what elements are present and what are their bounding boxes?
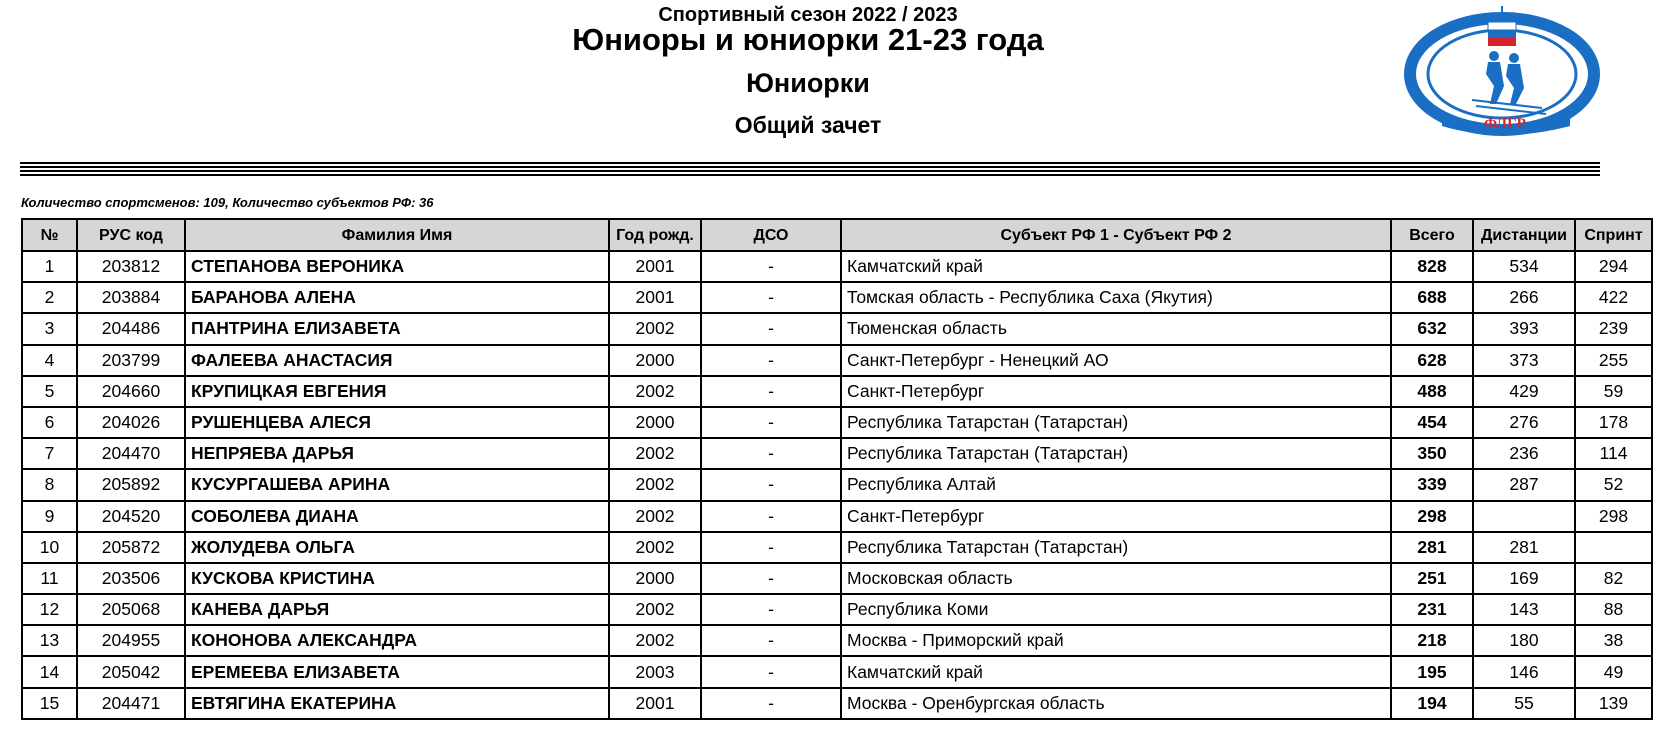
table-row[interactable] — [22, 313, 1652, 344]
cell-dso: - — [701, 656, 841, 687]
cell-region: Республика Коми — [841, 594, 1391, 625]
cell-code: 205892 — [77, 469, 185, 500]
cell-total: 251 — [1391, 563, 1473, 594]
cell-total: 350 — [1391, 438, 1473, 469]
col-header-year[interactable]: Год рожд. — [609, 219, 701, 251]
cell-name: СОБОЛЕВА ДИАНА — [185, 501, 609, 532]
cell-region: Санкт-Петербург - Ненецкий АО — [841, 345, 1391, 376]
col-header-region[interactable]: Субъект РФ 1 - Субъект РФ 2 — [841, 219, 1391, 251]
cell-num: 12 — [22, 594, 77, 625]
cell-dso: - — [701, 438, 841, 469]
cell-sprint: 114 — [1575, 438, 1652, 469]
cell-total: 218 — [1391, 625, 1473, 656]
cell-name: РУШЕНЦЕВА АЛЕСЯ — [185, 407, 609, 438]
cell-dso: - — [701, 501, 841, 532]
col-header-dso[interactable]: ДСО — [701, 219, 841, 251]
table-row[interactable] — [22, 438, 1652, 469]
cell-code: 204026 — [77, 407, 185, 438]
cell-sprint: 49 — [1575, 656, 1652, 687]
table-row[interactable] — [22, 656, 1652, 687]
cell-sprint: 82 — [1575, 563, 1652, 594]
cell-code: 205068 — [77, 594, 185, 625]
cell-distance: 281 — [1473, 532, 1575, 563]
cell-region: Республика Алтай — [841, 469, 1391, 500]
cell-sprint: 422 — [1575, 282, 1652, 313]
cell-total: 298 — [1391, 501, 1473, 532]
header-divider — [20, 162, 1600, 164]
cell-distance: 169 — [1473, 563, 1575, 594]
cell-name: ЕРЕМЕЕВА ЕЛИЗАВЕТА — [185, 656, 609, 687]
cell-region: Республика Татарстан (Татарстан) — [841, 438, 1391, 469]
cell-region: Камчатский край — [841, 251, 1391, 282]
cell-total: 454 — [1391, 407, 1473, 438]
standing-label: Общий зачет — [734, 112, 882, 138]
cell-total: 632 — [1391, 313, 1473, 344]
cell-distance: 393 — [1473, 313, 1575, 344]
cell-sprint: 178 — [1575, 407, 1652, 438]
cell-code: 203812 — [77, 251, 185, 282]
table-row[interactable] — [22, 251, 1652, 282]
table-row[interactable] — [22, 625, 1652, 656]
cell-total: 628 — [1391, 345, 1473, 376]
table-row[interactable] — [22, 688, 1652, 719]
page-title: Юниоры и юниорки 21-23 года — [572, 22, 1044, 57]
cell-region: Республика Татарстан (Татарстан) — [841, 532, 1391, 563]
table-row[interactable] — [22, 563, 1652, 594]
cell-dso: - — [701, 532, 841, 563]
cell-code: 204520 — [77, 501, 185, 532]
participants-summary: Количество спортсменов: 109, Количество субъектов РФ: 36 — [21, 195, 434, 210]
season-label: Спортивный сезон 2022 / 2023 — [658, 4, 958, 26]
cell-distance: 143 — [1473, 594, 1575, 625]
cell-num: 2 — [22, 282, 77, 313]
cell-year: 2000 — [609, 345, 701, 376]
cell-sprint: 255 — [1575, 345, 1652, 376]
cell-name: КУСУРГАШЕВА АРИНА — [185, 469, 609, 500]
cell-total: 195 — [1391, 656, 1473, 687]
cell-region: Московская область — [841, 563, 1391, 594]
cell-sprint: 38 — [1575, 625, 1652, 656]
cell-code: 204486 — [77, 313, 185, 344]
header-divider — [20, 170, 1600, 172]
cell-region: Москва - Приморский край — [841, 625, 1391, 656]
cell-code: 203506 — [77, 563, 185, 594]
cell-total: 688 — [1391, 282, 1473, 313]
cell-num: 11 — [22, 563, 77, 594]
cell-year: 2002 — [609, 313, 701, 344]
cell-region: Томская область - Республика Саха (Якутия) — [841, 282, 1391, 313]
cell-year: 2002 — [609, 594, 701, 625]
cell-total: 231 — [1391, 594, 1473, 625]
cell-distance: 534 — [1473, 251, 1575, 282]
cell-name: ФАЛЕЕВА АНАСТАСИЯ — [185, 345, 609, 376]
col-header-sprint[interactable]: Спринт — [1575, 219, 1652, 251]
cell-num: 14 — [22, 656, 77, 687]
cell-code: 204660 — [77, 376, 185, 407]
cell-dso: - — [701, 251, 841, 282]
cell-name: КАНЕВА ДАРЬЯ — [185, 594, 609, 625]
flgr-logo — [1402, 4, 1598, 136]
cell-year: 2002 — [609, 469, 701, 500]
cell-num: 13 — [22, 625, 77, 656]
cell-distance: 287 — [1473, 469, 1575, 500]
cell-dso: - — [701, 688, 841, 719]
col-header-num[interactable]: № — [22, 219, 77, 251]
header-divider — [20, 174, 1600, 176]
cell-year: 2002 — [609, 376, 701, 407]
cell-name: КУСКОВА КРИСТИНА — [185, 563, 609, 594]
cell-dso: - — [701, 313, 841, 344]
cell-total: 194 — [1391, 688, 1473, 719]
cell-num: 6 — [22, 407, 77, 438]
cell-name: БАРАНОВА АЛЕНА — [185, 282, 609, 313]
cell-region: Республика Татарстан (Татарстан) — [841, 407, 1391, 438]
cell-dso: - — [701, 563, 841, 594]
cell-total: 488 — [1391, 376, 1473, 407]
cell-num: 15 — [22, 688, 77, 719]
cell-distance: 236 — [1473, 438, 1575, 469]
cell-dso: - — [701, 345, 841, 376]
cell-region: Москва - Оренбургская область — [841, 688, 1391, 719]
cell-num: 5 — [22, 376, 77, 407]
cell-year: 2003 — [609, 656, 701, 687]
cell-region: Камчатский край — [841, 656, 1391, 687]
cell-sprint: 239 — [1575, 313, 1652, 344]
category-subtitle: Юниорки — [746, 68, 870, 98]
cell-year: 2001 — [609, 688, 701, 719]
table-row[interactable] — [22, 407, 1652, 438]
cell-distance: 429 — [1473, 376, 1575, 407]
cell-num: 1 — [22, 251, 77, 282]
cell-sprint: 52 — [1575, 469, 1652, 500]
table-row[interactable] — [22, 345, 1652, 376]
cell-year: 2000 — [609, 407, 701, 438]
cell-distance: 373 — [1473, 345, 1575, 376]
table-row[interactable] — [22, 469, 1652, 500]
cell-code: 203884 — [77, 282, 185, 313]
cell-num: 10 — [22, 532, 77, 563]
cell-distance: 276 — [1473, 407, 1575, 438]
cell-year: 2000 — [609, 563, 701, 594]
cell-num: 7 — [22, 438, 77, 469]
cell-name: КРУПИЦКАЯ ЕВГЕНИЯ — [185, 376, 609, 407]
cell-name: ЖОЛУДЕВА ОЛЬГА — [185, 532, 609, 563]
cell-num: 8 — [22, 469, 77, 500]
cell-distance: 266 — [1473, 282, 1575, 313]
col-header-name[interactable]: Фамилия Имя — [185, 219, 609, 251]
cell-year: 2001 — [609, 251, 701, 282]
cell-region: Санкт-Петербург — [841, 501, 1391, 532]
cell-code: 204955 — [77, 625, 185, 656]
cell-dso: - — [701, 376, 841, 407]
cell-total: 828 — [1391, 251, 1473, 282]
cell-sprint: 298 — [1575, 501, 1652, 532]
table-header-row — [22, 219, 1652, 251]
cell-distance: 55 — [1473, 688, 1575, 719]
table-row[interactable] — [22, 594, 1652, 625]
cell-name: СТЕПАНОВА ВЕРОНИКА — [185, 251, 609, 282]
cell-num: 4 — [22, 345, 77, 376]
cell-sprint: 294 — [1575, 251, 1652, 282]
cell-distance: 180 — [1473, 625, 1575, 656]
cell-year: 2002 — [609, 532, 701, 563]
cell-dso: - — [701, 594, 841, 625]
cell-name: НЕПРЯЕВА ДАРЬЯ — [185, 438, 609, 469]
cell-sprint — [1575, 532, 1652, 563]
cell-dso: - — [701, 625, 841, 656]
cell-code: 204471 — [77, 688, 185, 719]
cell-code: 203799 — [77, 345, 185, 376]
col-header-total[interactable]: Всего — [1391, 219, 1473, 251]
cell-code: 205042 — [77, 656, 185, 687]
standings-table — [21, 218, 1653, 720]
cell-name: КОНОНОВА АЛЕКСАНДРА — [185, 625, 609, 656]
cell-sprint: 139 — [1575, 688, 1652, 719]
cell-year: 2002 — [609, 625, 701, 656]
cell-year: 2002 — [609, 438, 701, 469]
col-header-distance[interactable]: Дистанции — [1473, 219, 1575, 251]
table-row[interactable] — [22, 376, 1652, 407]
col-header-code[interactable]: РУС код — [77, 219, 185, 251]
cell-dso: - — [701, 407, 841, 438]
cell-year: 2002 — [609, 501, 701, 532]
cell-distance — [1473, 501, 1575, 532]
cell-num: 9 — [22, 501, 77, 532]
cell-code: 205872 — [77, 532, 185, 563]
table-row[interactable] — [22, 501, 1652, 532]
cell-year: 2001 — [609, 282, 701, 313]
cell-code: 204470 — [77, 438, 185, 469]
cell-region: Тюменская область — [841, 313, 1391, 344]
table-row[interactable] — [22, 532, 1652, 563]
header-divider — [20, 166, 1600, 168]
cell-total: 281 — [1391, 532, 1473, 563]
cell-distance: 146 — [1473, 656, 1575, 687]
cell-name: ЕВТЯГИНА ЕКАТЕРИНА — [185, 688, 609, 719]
cell-dso: - — [701, 282, 841, 313]
document-header — [0, 0, 1600, 150]
cell-total: 339 — [1391, 469, 1473, 500]
logo-text: ФЛГР — [1484, 116, 1526, 132]
table-row[interactable] — [22, 282, 1652, 313]
cell-dso: - — [701, 469, 841, 500]
cell-sprint: 88 — [1575, 594, 1652, 625]
cell-num: 3 — [22, 313, 77, 344]
cell-name: ПАНТРИНА ЕЛИЗАВЕТА — [185, 313, 609, 344]
cell-region: Санкт-Петербург — [841, 376, 1391, 407]
cell-sprint: 59 — [1575, 376, 1652, 407]
